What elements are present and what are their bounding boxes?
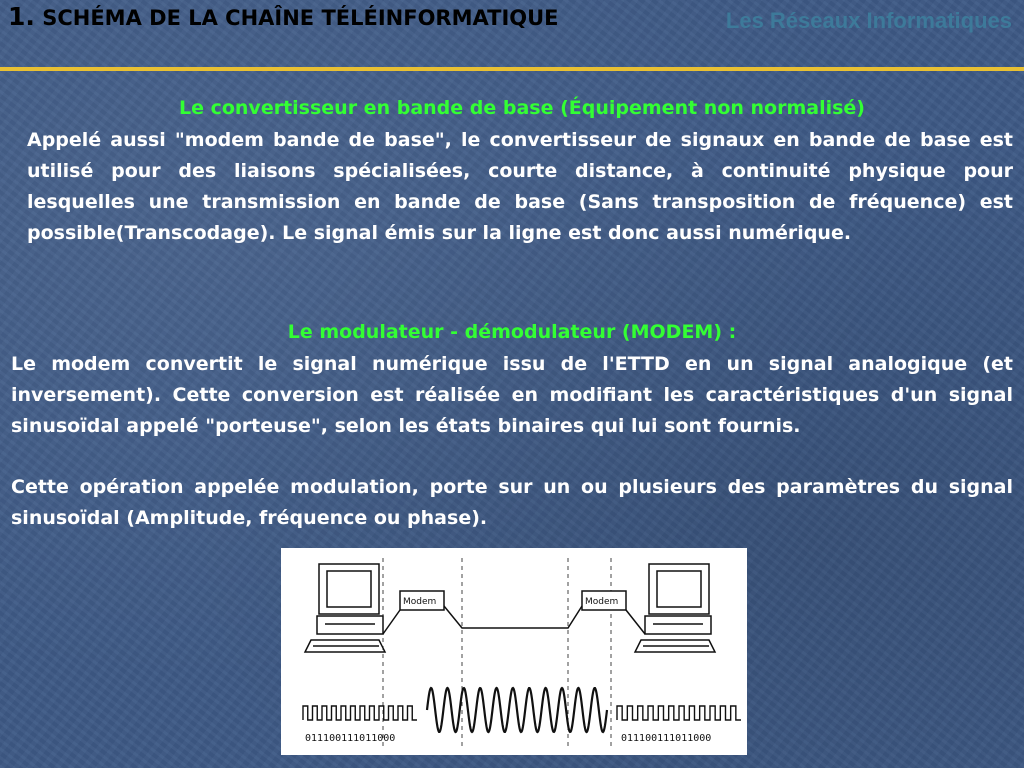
title-divider bbox=[0, 67, 1024, 71]
digital-signal-right bbox=[617, 706, 741, 720]
modem-right bbox=[582, 591, 626, 610]
modem-right-label: Modem bbox=[585, 597, 619, 607]
section1-heading: Le convertisseur en bande de base (Équipement non normalisé) bbox=[178, 97, 865, 119]
dashed-separators bbox=[383, 558, 611, 748]
section2-paragraph-2: Cette opération appelée modulation, porte sur un ou plusieurs des paramètres du signal sinusoïdal (Amplitude, fréquence ou phase). bbox=[11, 476, 1013, 529]
section2-heading: Le modulateur - démodulateur (MODEM) : bbox=[287, 321, 737, 343]
title-number: 1. bbox=[8, 2, 35, 31]
title-text: SCHÉMA DE LA CHAÎNE TÉLÉINFORMATIQUE bbox=[34, 6, 559, 30]
header-brand: Les Réseaux Informatiques bbox=[725, 8, 1012, 33]
bits-left-label: 011100111011000 bbox=[305, 733, 396, 744]
digital-signal-left bbox=[303, 706, 417, 720]
modem-left-label: Modem bbox=[403, 597, 437, 607]
section2-paragraph-1: Le modem convertit le signal numérique issu de l'ETTD en un signal analogique (et inversement). Cette conversion est réalisée en modifiant les caractéristiques d'un signal sinusoïdal appelé "porteuse", selon les états binaires qui lui sont fournis. bbox=[11, 353, 1013, 437]
bits-right-label: 011100111011000 bbox=[621, 733, 712, 744]
section1-paragraph: Appelé aussi "modem bande de base", le convertisseur de signaux en bande de base est utilisé pour des liaisons spécialisées, courte distance, à continuité physique pour lesquelles une transmission en bande de base (Sans transposition de fréquence) est possible(Transcodage). Le signal émis sur la ligne est donc aussi numérique. bbox=[27, 129, 1013, 244]
modem-diagram bbox=[281, 548, 747, 755]
computer-right-icon bbox=[635, 564, 715, 652]
slide-title bbox=[8, 2, 608, 33]
computer-left-icon bbox=[305, 564, 385, 652]
modem-left bbox=[400, 591, 444, 610]
modem-diagram-svg bbox=[281, 548, 747, 755]
analog-carrier-signal bbox=[427, 688, 607, 732]
